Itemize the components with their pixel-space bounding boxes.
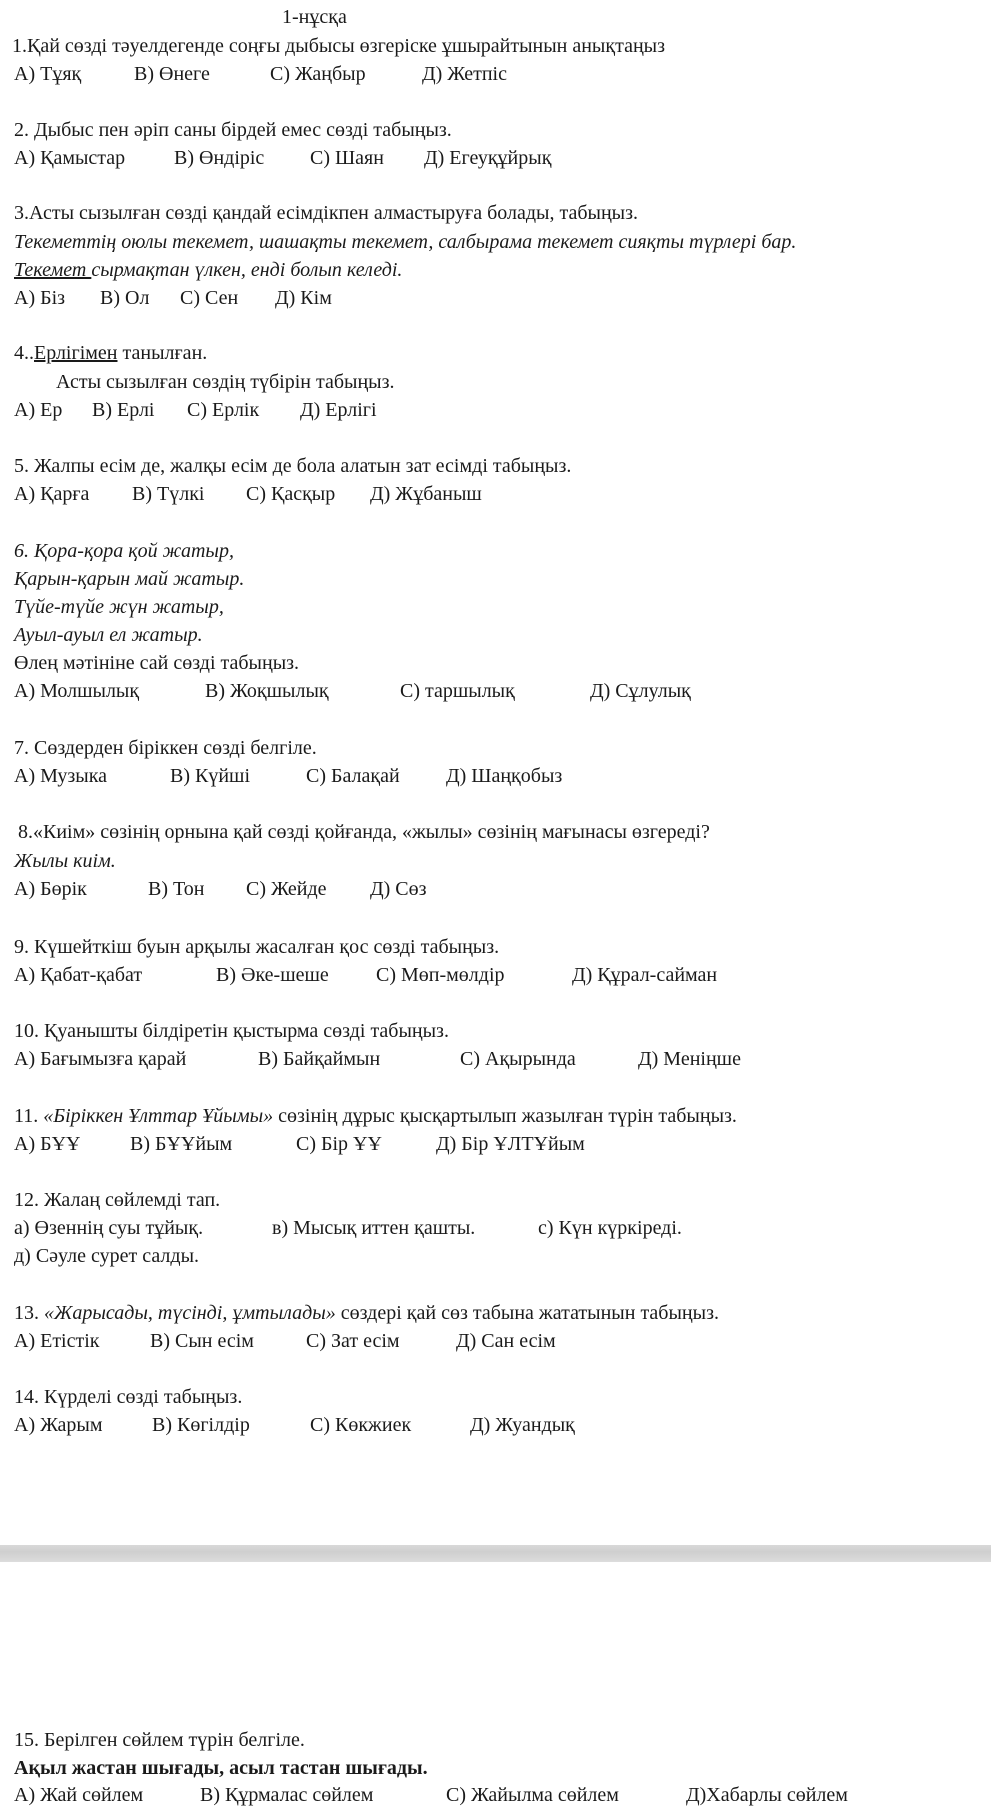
q5-prompt: 5. Жалпы есім де, жалқы есім де бола алатын зат есімді табыңыз. — [14, 455, 572, 477]
q12-option-b: в) Мысық иттен қашты. — [272, 1217, 476, 1239]
q12-prompt: 12. Жалаң сөйлемді тап. — [14, 1189, 221, 1211]
q12-option-a: а) Өзеннің суы тұйық. — [14, 1217, 204, 1239]
q4-option-c: С) Ерлік — [187, 399, 260, 421]
q1-prompt: 1.Қай сөзді тәуелдегенде соңғы дыбысы өзгеріске ұшырайтынын анықтаңыз — [12, 35, 665, 57]
q6-poem-line-3: Түйе-түйе жүн жатыр, — [14, 596, 224, 618]
q13-option-b: В) Сын есім — [150, 1330, 254, 1352]
q4-underlined-word: Ерлігімен — [34, 342, 118, 364]
q3-option-b: В) Ол — [100, 287, 150, 309]
q5-option-c: С) Қасқыр — [246, 483, 336, 505]
q1-option-a: А) Тұяқ — [14, 63, 82, 85]
q3-option-c: С) Сен — [180, 287, 239, 309]
q11-prompt-rest: сөзінің дұрыс қысқартылып жазылған түрін табыңыз. — [273, 1105, 737, 1127]
q15-prompt: 15. Берілген сөйлем түрін белгіле. — [14, 1729, 305, 1751]
q7-prompt: 7. Сөздерден біріккен сөзді белгіле. — [14, 737, 317, 759]
q3-underlined-word: Текемет — [14, 259, 92, 281]
q6-option-c: С) таршылық — [400, 680, 515, 702]
q10-option-d: Д) Меніңше — [638, 1048, 741, 1070]
q13-prompt-rest: сөздері қай сөз табына жататынын табыңыз. — [335, 1302, 719, 1324]
q2-option-b: В) Өндіріс — [174, 147, 265, 169]
q6-option-a: А) Молшылық — [14, 680, 140, 702]
q8-option-a: А) Бөрік — [14, 878, 87, 900]
q8-text: Жылы киім. — [14, 850, 116, 872]
q9-prompt: 9. Күшейткіш буын арқылы жасалған қос сөзді табыңыз. — [14, 936, 500, 958]
q11-option-a: А) БҰҰ — [14, 1133, 81, 1155]
q3-prompt: 3.Асты сызылған сөзді қандай есімдікпен алмастыруға болады, табыңыз. — [14, 202, 639, 224]
q5-option-d: Д) Жұбаныш — [370, 483, 482, 505]
variant-heading: 1-нұсқа — [282, 6, 347, 28]
q11-option-d: Д) Бір ҰЛТҰйым — [436, 1133, 585, 1155]
q4-option-d: Д) Ерлігі — [300, 399, 377, 421]
q15-option-c: С) Жайылма сөйлем — [446, 1784, 619, 1806]
q8-option-d: Д) Сөз — [370, 878, 427, 900]
q3-option-d: Д) Кім — [275, 287, 332, 309]
q15-text: Ақыл жастан шығады, асыл тастан шығады. — [14, 1757, 428, 1779]
q8-option-b: В) Тон — [148, 878, 205, 900]
q15-option-a: А) Жай сөйлем — [14, 1784, 144, 1806]
q11-prompt — [14, 1103, 737, 1129]
q13-option-c: С) Зат есім — [306, 1330, 400, 1352]
q7-option-d: Д) Шаңқобыз — [446, 765, 563, 787]
q12-option-d: д) Сәуле сурет салды. — [14, 1245, 200, 1267]
q7-option-c: С) Балақай — [306, 765, 400, 787]
q6-option-d: Д) Сұлулық — [590, 680, 691, 702]
q10-prompt: 10. Қуанышты білдіретін қыстырма сөзді табыңыз. — [14, 1020, 449, 1042]
q11-option-c: С) Бір ҰҰ — [296, 1133, 382, 1155]
q4-prefix: 4.. — [14, 342, 34, 364]
q14-option-a: А) Жарым — [14, 1414, 103, 1436]
q11-phrase: «Біріккен Ұлттар Ұйымы» — [43, 1105, 274, 1127]
q9-option-b: В) Әке-шеше — [216, 964, 329, 986]
q4-option-a: А) Ер — [14, 399, 63, 421]
q6-option-b: В) Жоқшылық — [205, 680, 329, 702]
q11-option-b: В) БҰҰйым — [130, 1133, 233, 1155]
q13-number: 13. — [14, 1302, 44, 1324]
q3-text-line-1: Текеметтің оюлы текемет, шашақты текемет, салбырама текемет сияқты түрлері бар. — [14, 231, 797, 253]
page-divider — [0, 1545, 991, 1562]
q6-poem-line-1: 6. Қора-қора қой жатыр, — [14, 540, 234, 562]
q9-option-d: Д) Құрал-сайман — [572, 964, 718, 986]
q13-option-d: Д) Сан есім — [456, 1330, 556, 1352]
q15-option-b: В) Құрмалас сөйлем — [200, 1784, 374, 1806]
q3-option-a: А) Біз — [14, 287, 66, 309]
q4-heading — [14, 340, 207, 366]
q14-option-b: В) Көгілдір — [152, 1414, 250, 1436]
q10-option-a: А) Бағымызға қарай — [14, 1048, 187, 1070]
q9-option-a: А) Қабат-қабат — [14, 964, 143, 986]
q9-option-c: С) Мөп-мөлдір — [376, 964, 505, 986]
q6-prompt: Өлең мәтініне сай сөзді табыңыз. — [14, 652, 300, 674]
q3-text-line-2 — [14, 257, 402, 283]
q7-option-b: В) Күйші — [170, 765, 250, 787]
q1-option-b: В) Өнеге — [134, 63, 210, 85]
q2-option-d: Д) Егеуқұйрық — [424, 147, 552, 169]
q12-option-c: с) Күн күркіреді. — [538, 1217, 682, 1239]
q10-option-b: В) Байқаймын — [258, 1048, 381, 1070]
q2-option-c: С) Шаян — [310, 147, 384, 169]
q14-option-c: С) Көкжиек — [310, 1414, 412, 1436]
q5-option-a: А) Қарға — [14, 483, 90, 505]
q11-number: 11. — [14, 1105, 44, 1127]
q8-prompt: 8.«Киім» сөзінің орнына қай сөзді қойғанда, «жылы» сөзінің мағынасы өзгереді? — [18, 821, 710, 843]
q6-poem-line-2: Қарын-қарын май жатыр. — [14, 568, 245, 590]
q2-prompt: 2. Дыбыс пен әріп саны бірдей емес сөзді табыңыз. — [14, 119, 452, 141]
q13-option-a: А) Етістік — [14, 1330, 100, 1352]
q3-text-line-2-rest: сырмақтан үлкен, енді болып келеді. — [91, 259, 403, 281]
q6-poem-line-4: Ауыл-ауыл ел жатыр. — [14, 624, 203, 646]
q14-prompt: 14. Күрделі сөзді табыңыз. — [14, 1386, 243, 1408]
q13-phrase: «Жарысады, түсінді, ұмтылады» — [44, 1302, 336, 1324]
q8-option-c: С) Жейде — [246, 878, 327, 900]
q4-option-b: В) Ерлі — [92, 399, 155, 421]
q7-option-a: А) Музыка — [14, 765, 108, 787]
q15-option-d: Д)Хабарлы сөйлем — [686, 1784, 848, 1806]
q1-option-d: Д) Жетпіс — [422, 63, 507, 85]
q4-prompt: Асты сызылған сөздің түбірін табыңыз. — [56, 371, 395, 393]
q1-option-c: С) Жаңбыр — [270, 63, 366, 85]
q4-suffix: танылған. — [117, 342, 208, 364]
q10-option-c: С) Ақырында — [460, 1048, 576, 1070]
q2-option-a: А) Қамыстар — [14, 147, 126, 169]
q5-option-b: В) Түлкі — [132, 483, 205, 505]
q13-prompt — [14, 1300, 719, 1326]
q14-option-d: Д) Жуандық — [470, 1414, 575, 1436]
page-2 — [0, 1562, 991, 1817]
